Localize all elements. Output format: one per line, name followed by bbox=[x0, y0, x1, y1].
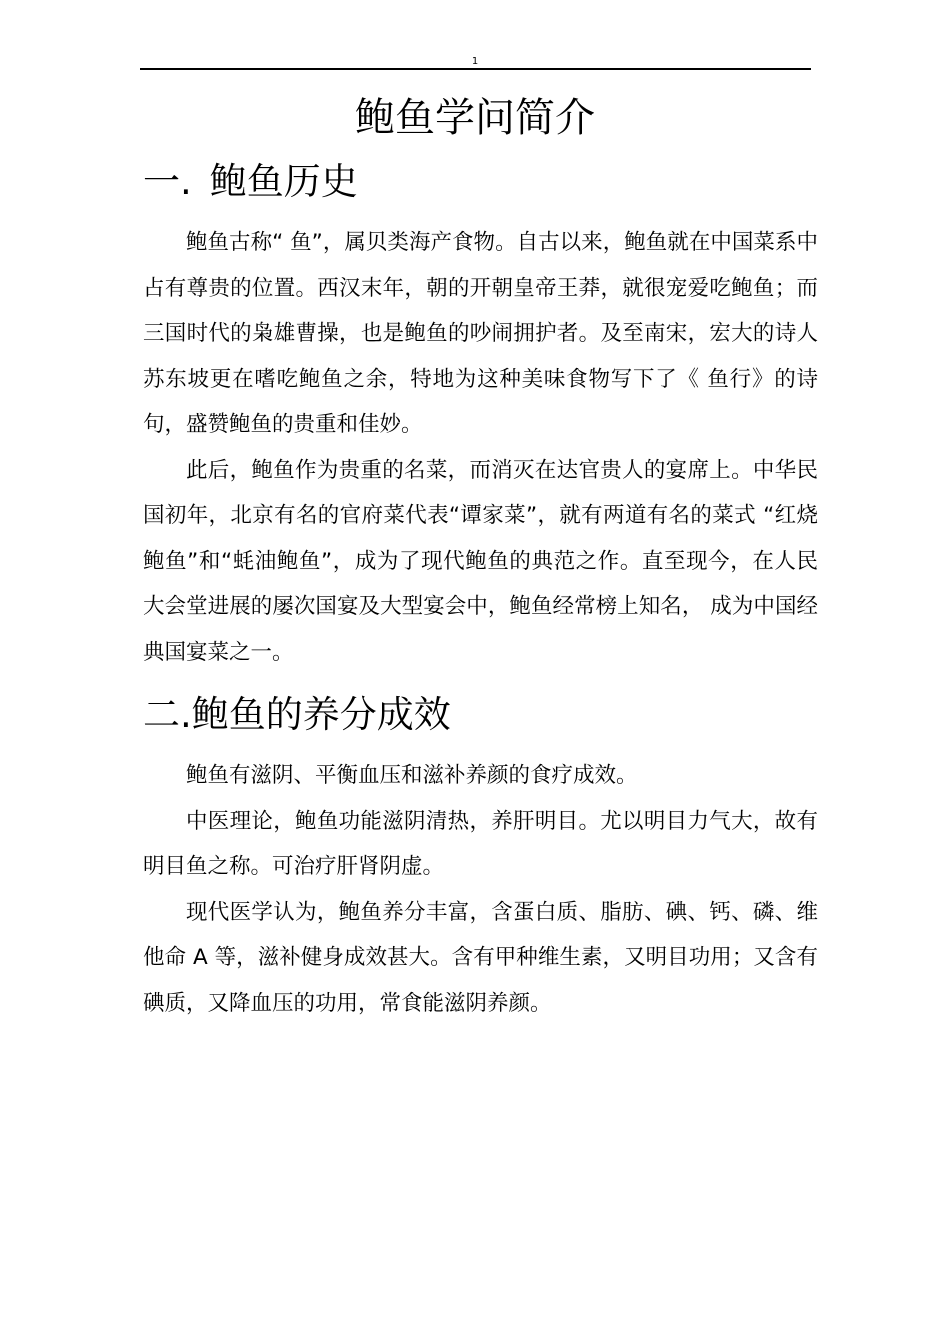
header-rule bbox=[140, 68, 811, 70]
page-number: 1 bbox=[471, 56, 479, 67]
paragraph: 中医理论，鲍鱼功能滋阴清热，养肝明目。尤以明目力气大，故有明目鱼之称。可治疗肝肾阴虚。 bbox=[143, 808, 818, 879]
paragraph: 此后，鲍鱼作为贵重的名菜，而消灭在达官贵人的宴席上。中华民国初年，北京有名的官府菜代表“谭家菜”，就有两道有名的菜式 “红烧鲍鱼”和“蚝油鲍鱼”，成为了现代鲍鱼的典范之作。直至现今，在人民大会堂进展的屡次国宴及大型宴会中，鲍鱼经常榜上知名， 成为中国经典国宴菜之一。 bbox=[143, 457, 818, 665]
section-number: 一. bbox=[143, 160, 192, 203]
document-title: 鲍鱼学问简介 bbox=[355, 95, 595, 141]
paragraph: 鲍鱼有滋阴、平衡血压和滋补养颜的食疗成效。 bbox=[186, 763, 638, 788]
section-heading-text: 鲍鱼历史 bbox=[209, 160, 358, 203]
document-body bbox=[143, 150, 818, 1026]
section-heading-text: 鲍鱼的养分成效 bbox=[191, 693, 451, 736]
section-nutrition bbox=[143, 685, 818, 1026]
paragraph: 鲍鱼古称“ 鱼”，属贝类海产食物。自古以来，鲍鱼就在中国菜系中占有尊贵的位置。西汉末年，朝的开朝皇帝王莽，就很宠爱吃鲍鱼；而三国时代的枭雄曹操，也是鲍鱼的吵闹拥护者。及至南宋，宏大的诗人苏东坡更在嗜吃鲍鱼之余，特地为这种美味食物写下了《 鱼行》的诗句，盛赞鲍鱼的贵重和佳妙。 bbox=[143, 230, 818, 437]
section-number: 二. bbox=[143, 693, 192, 736]
section-history bbox=[143, 152, 818, 675]
paragraph: 现代医学认为，鲍鱼养分丰富，含蛋白质、脂肪、碘、钙、磷、维他命 A 等，滋补健身成效甚大。含有甲种维生素，又明目功用；又含有碘质，又降血压的功用，常食能滋阴养颜。 bbox=[143, 899, 818, 1016]
section-heading-history bbox=[143, 152, 818, 212]
section-heading-nutrition bbox=[143, 685, 818, 745]
